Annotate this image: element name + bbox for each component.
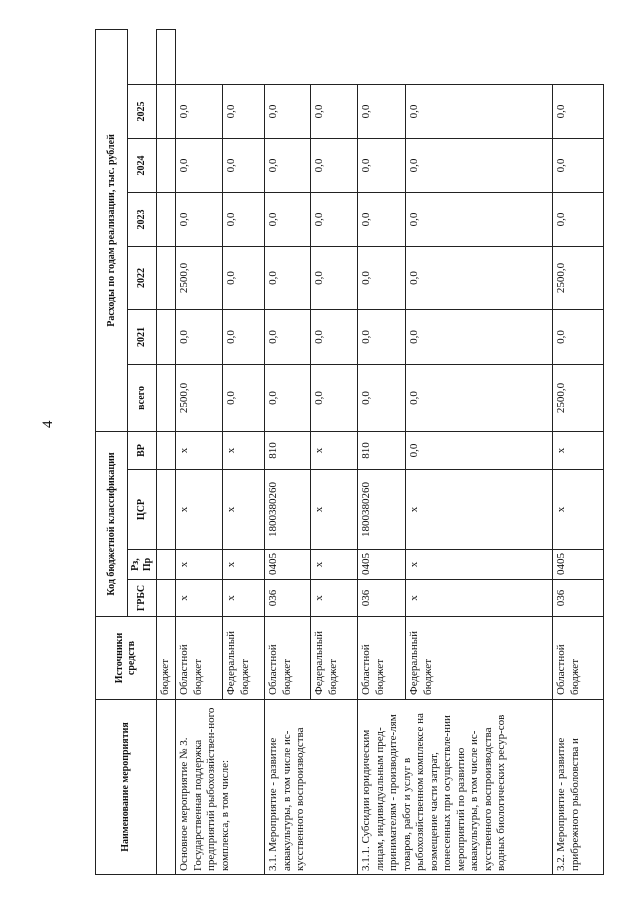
- cell-2025: 0,0: [176, 84, 223, 138]
- cell-vr: 810: [265, 431, 311, 469]
- cell-rz: x: [311, 550, 358, 580]
- header-expenses: Расходы по годам реализации, тыс. рублей: [96, 29, 128, 431]
- row-source: Федеральный бюджет: [223, 617, 265, 700]
- cell-2024: 0,0: [553, 138, 604, 192]
- cell-total: 0,0: [406, 364, 553, 431]
- cell-2021: 0,0: [358, 309, 406, 364]
- cell-rz: 0405: [358, 550, 406, 580]
- header-vr: ВР: [128, 431, 157, 469]
- cell-2023: 0,0: [406, 192, 553, 246]
- cell-2024: 0,0: [406, 138, 553, 192]
- cell-2022: 0,0: [406, 246, 553, 309]
- table-row: [358, 29, 406, 874]
- header-sources: Источники средств: [96, 617, 157, 700]
- cell-2023: 0,0: [311, 192, 358, 246]
- cell-total: 2500,0: [176, 364, 223, 431]
- page-number: 4: [40, 420, 56, 428]
- cell-2025: 0,0: [311, 84, 358, 138]
- header-row-1: [96, 29, 128, 874]
- cell-2024: 0,0: [358, 138, 406, 192]
- cell-2021: 0,0: [176, 309, 223, 364]
- cell-rz: x: [176, 550, 223, 580]
- cell-2022: 2500,0: [176, 246, 223, 309]
- cell-total: 0,0: [358, 364, 406, 431]
- cell-total: 0,0: [265, 364, 311, 431]
- cell-2023: 0,0: [176, 192, 223, 246]
- cell-2024: 0,0: [176, 138, 223, 192]
- header-2024: 2024: [128, 138, 157, 192]
- row-source: Федеральный бюджет: [406, 617, 553, 700]
- cell-grbs: x: [311, 580, 358, 617]
- table-row: [553, 29, 604, 874]
- cell-2023: 0,0: [358, 192, 406, 246]
- cell-vr: 0,0: [406, 431, 553, 469]
- table-row: [176, 29, 223, 874]
- row-source: Областной бюджет: [358, 617, 406, 700]
- table-row: [265, 29, 311, 874]
- cell-2021: 0,0: [406, 309, 553, 364]
- cell-2023: 0,0: [223, 192, 265, 246]
- cell-grbs: 036: [358, 580, 406, 617]
- cell-2021: 0,0: [311, 309, 358, 364]
- header-csr: ЦСР: [128, 470, 157, 550]
- cell-csr: x: [406, 470, 553, 550]
- header-2025: 2025: [128, 84, 157, 138]
- cell-2022: 2500,0: [553, 246, 604, 309]
- cell-grbs: x: [223, 580, 265, 617]
- cell-2022: 0,0: [265, 246, 311, 309]
- header-name: Наименование мероприятия: [96, 700, 157, 875]
- row-source: Областной бюджет: [265, 617, 311, 700]
- cell-total: 2500,0: [553, 364, 604, 431]
- row-name: 3.2. Мероприятие - развитие прибрежного рыболовства и: [553, 700, 604, 875]
- cell-2025: 0,0: [265, 84, 311, 138]
- cell-csr: 1800380260: [358, 470, 406, 550]
- cell-rz: 0405: [553, 550, 604, 580]
- cell-csr: 1800380260: [265, 470, 311, 550]
- continuation-row: [157, 29, 176, 874]
- header-rz-pr: Рз, Пр: [128, 550, 157, 580]
- cell-total: 0,0: [223, 364, 265, 431]
- budget-table: [95, 29, 604, 875]
- row-name: 3.1. Мероприятие - развитие аквакультуры, в том числе ис-кусственного воспроизводства: [265, 700, 358, 875]
- header-budget-code: Код бюджетной классификации: [96, 431, 128, 616]
- cell-2024: 0,0: [311, 138, 358, 192]
- cell-2025: 0,0: [358, 84, 406, 138]
- cell-rz: x: [223, 550, 265, 580]
- rotated-page: [95, 30, 581, 875]
- cell-total: 0,0: [311, 364, 358, 431]
- cell-rz: 0405: [265, 550, 311, 580]
- cell-grbs: 036: [553, 580, 604, 617]
- cell-vr: x: [553, 431, 604, 469]
- cell-2025: 0,0: [223, 84, 265, 138]
- cell-2021: 0,0: [553, 309, 604, 364]
- header-grbs: ГРБС: [128, 580, 157, 617]
- row-source: Областной бюджет: [553, 617, 604, 700]
- header-2023: 2023: [128, 192, 157, 246]
- cell-2024: 0,0: [223, 138, 265, 192]
- header-2021: 2021: [128, 309, 157, 364]
- row-name: Основное мероприятие № 3. Государственная поддержка предприятий рыбохозяйствен-ного комплекса, в том числе:: [176, 700, 265, 875]
- cell-2024: 0,0: [265, 138, 311, 192]
- cell-2023: 0,0: [553, 192, 604, 246]
- cell-rz: x: [406, 550, 553, 580]
- cell-grbs: x: [406, 580, 553, 617]
- cell-2025: 0,0: [406, 84, 553, 138]
- cell-grbs: x: [176, 580, 223, 617]
- cell-vr: x: [223, 431, 265, 469]
- cell-2022: 0,0: [223, 246, 265, 309]
- cell-2023: 0,0: [265, 192, 311, 246]
- cell-2022: 0,0: [311, 246, 358, 309]
- cell-2022: 0,0: [358, 246, 406, 309]
- cell-vr: x: [311, 431, 358, 469]
- row-source: Областной бюджет: [176, 617, 223, 700]
- row-name: 3.1.1. Субсидии юридическим лицам, индивидуальным пред-принимателям - производите-лям товаров, работ и услуг в рыбохозяйственном комплексе на возмещение части затрат, понесенных при осуществле-нии мероприятий по развитию аквакультуры, в том числе ис-кусственного воспроизводства водных биологических ресур-сов: [358, 700, 553, 875]
- cell-2021: 0,0: [265, 309, 311, 364]
- cell-2021: 0,0: [223, 309, 265, 364]
- cell-csr: x: [176, 470, 223, 550]
- cell-csr: x: [553, 470, 604, 550]
- cell-grbs: 036: [265, 580, 311, 617]
- continuation-source: бюджет: [157, 617, 176, 700]
- cell-vr: x: [176, 431, 223, 469]
- cell-vr: 810: [358, 431, 406, 469]
- header-2022: 2022: [128, 246, 157, 309]
- header-total: всего: [128, 364, 157, 431]
- row-source: Федеральный бюджет: [311, 617, 358, 700]
- cell-2025: 0,0: [553, 84, 604, 138]
- cell-csr: x: [223, 470, 265, 550]
- cell-csr: x: [311, 470, 358, 550]
